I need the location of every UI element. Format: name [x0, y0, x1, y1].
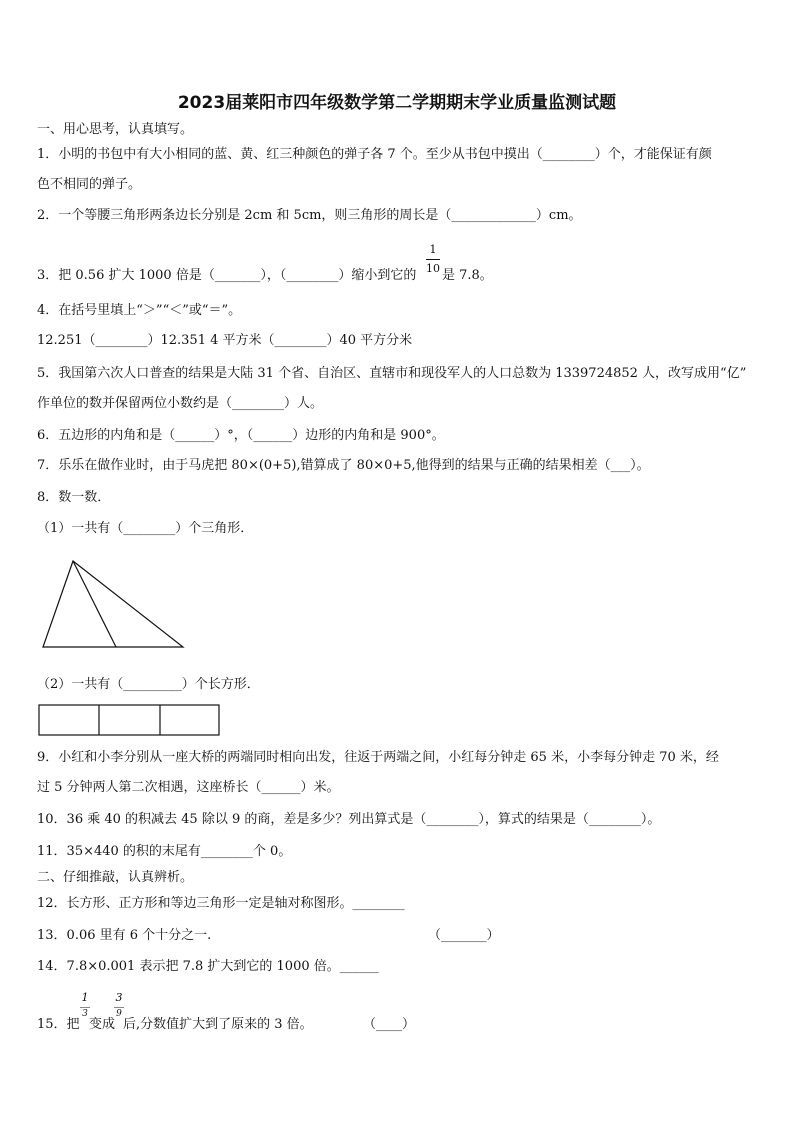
question-8: 8．数一数．: [37, 490, 111, 505]
question-3-fraction-numerator: 1: [429, 243, 437, 256]
question-4: 4．在括号里填上“＞”“＜”或“＝”。: [37, 303, 242, 318]
question-5-line-2: 作单位的数并保留两位小数约是（________）人。: [37, 396, 324, 411]
question-13-blank: （_______）: [428, 928, 500, 943]
question-1-line-1: 1．小明的书包中有大小相同的蓝、黄、红三种颜色的弹子各 7 个。至少从书包中摸出（________）个，才能保证有颜: [37, 147, 712, 162]
question-8-part-2: （2）一共有（_________）个长方形．: [37, 677, 260, 692]
question-15-fraction-1-denominator: 3: [82, 1009, 88, 1019]
question-12: 12．长方形、正方形和等边三角形一定是轴对称图形。________: [37, 896, 405, 911]
question-7: 7．乐乐在做作业时，由于马虎把 80×(0+5),错算成了 80×0+5,他得到的结果与正确的结果相差（___）。: [37, 458, 650, 473]
question-3-fraction-bar: [426, 259, 440, 260]
question-5-line-1: 5．我国第六次人口普查的结果是大陆 31 个省、自治区、直辖市和现役军人的人口总数为 1339724852 人，改写成用“亿”: [37, 366, 747, 381]
question-3-suffix: 是 7.8。: [442, 268, 493, 283]
question-15-fraction-2-denominator: 9: [116, 1009, 122, 1019]
section-1-heading: 一、用心思考，认真填写。: [37, 122, 194, 137]
question-15-part-b: 变成: [89, 1017, 116, 1032]
triangle-figure: [40, 558, 186, 650]
question-15-fraction-1-numerator: 1: [81, 991, 89, 1004]
question-3-fraction-denominator: 10: [426, 262, 440, 275]
question-15-part-a: 15．把: [37, 1017, 80, 1032]
question-1-line-2: 色不相同的弹子。: [37, 177, 142, 192]
outer-rectangle: [39, 705, 219, 735]
question-15-fraction-2-bar: [114, 1007, 124, 1008]
question-3-prefix: 3．把 0.56 扩大 1000 倍是（_______），（________）缩小到它的: [37, 268, 417, 283]
question-10: 10．36 乘 40 的积减去 45 除以 9 的商，差是多少？列出算式是（________），算式的结果是（________）。: [37, 812, 661, 827]
question-11: 11．35×440 的积的末尾有________个 0。: [37, 844, 292, 859]
question-6: 6．五边形的内角和是（______）°，（______）边形的内角和是 900°。: [37, 428, 445, 443]
section-2-heading: 二、仔细推敲，认真辨析。: [37, 870, 194, 885]
question-9-line-2: 过 5 分钟两人第二次相遇，这座桥长（______）米。: [37, 780, 340, 795]
question-15-fraction-1-bar: [80, 1007, 90, 1008]
triangle-divider-line: [73, 561, 116, 647]
outer-triangle: [43, 561, 183, 647]
question-15-fraction-2-numerator: 3: [115, 991, 123, 1004]
page-title: 2023届莱阳市四年级数学第二学期期末学业质量监测试题: [177, 93, 617, 113]
question-2: 2．一个等腰三角形两条边长分别是 2cm 和 5cm，则三角形的周长是（_____________）cm。: [37, 208, 582, 223]
question-8-part-1: （1）一共有（________）个三角形．: [37, 521, 254, 536]
question-14: 14．7.8×0.001 表示把 7.8 扩大到它的 1000 倍。______: [37, 959, 379, 974]
question-15-part-c: 后,分数值扩大到了原来的 3 倍。: [123, 1017, 313, 1032]
question-15-blank: （____）: [363, 1017, 416, 1032]
question-13: 13．0.06 里有 6 个十分之一.: [37, 928, 212, 943]
question-4-row: 12.251（________）12.351 4 平方米（________）40 平方分米: [37, 333, 413, 348]
question-9-line-1: 9．小红和小李分别从一座大桥的两端同时相向出发，往返于两端之间，小红每分钟走 65 米，小李每分钟走 70 米，经: [37, 750, 719, 765]
rectangles-figure: [38, 704, 222, 738]
